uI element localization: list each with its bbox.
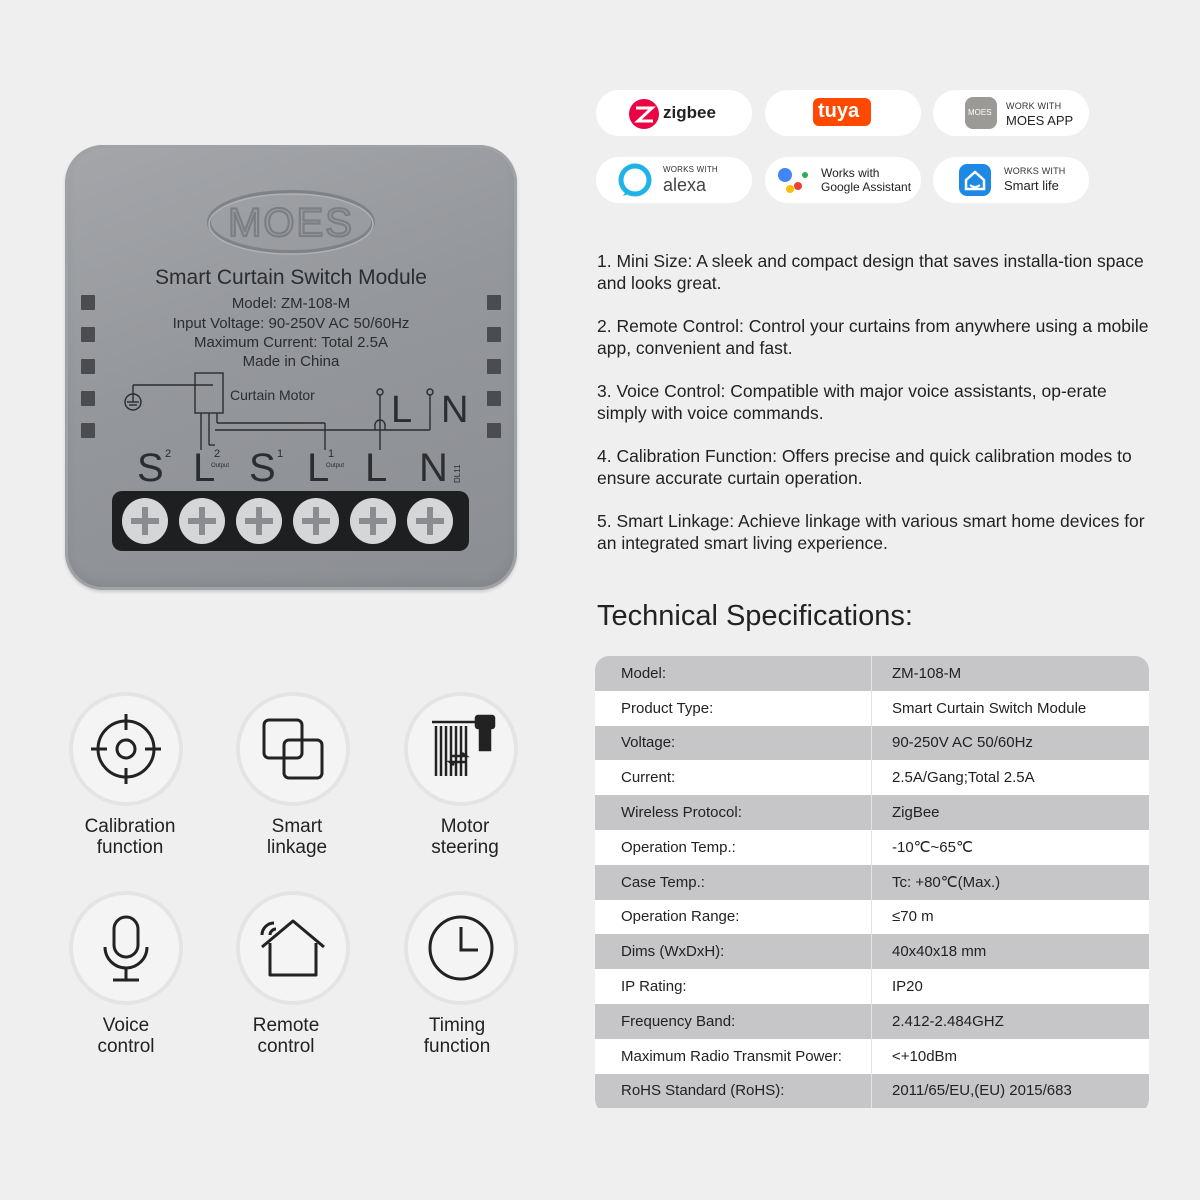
device-origin: Made in China <box>242 353 340 370</box>
remote-feature <box>240 895 346 1001</box>
svg-text:S: S <box>137 446 164 490</box>
svg-text:S: S <box>249 446 276 490</box>
microphone-icon <box>73 895 179 1001</box>
calibration-feature <box>73 696 179 802</box>
svg-text:2: 2 <box>165 448 172 460</box>
crosshair-icon <box>73 696 179 802</box>
spec-value: <+10dBm <box>892 1047 958 1065</box>
remote-home-icon <box>240 895 346 1001</box>
device-current: Maximum Current: Total 2.5A <box>194 334 388 351</box>
spec-key: Case Temp.: <box>595 865 872 900</box>
spec-value: 2011/65/EU,(EU) 2015/683 <box>892 1082 1072 1100</box>
google-assistant-icon <box>775 164 811 196</box>
spec-value: Tc: +80℃(Max.) <box>892 874 1001 892</box>
svg-text:L: L <box>391 389 413 431</box>
spec-key: RoHS Standard (RoHS): <box>595 1074 872 1109</box>
terminal-labels <box>127 441 477 491</box>
icon-label: Remote control <box>252 1015 320 1057</box>
table-row <box>595 830 1149 865</box>
alexa-badge: WORKS WITH alexa <box>596 157 752 203</box>
feature-item: 3. Voice Control: Compatible with major voice assistants, op-erate simply with voice commands. <box>597 381 1107 423</box>
screw-terminal <box>293 498 339 544</box>
voice-feature <box>73 895 179 1001</box>
table-row <box>595 1039 1149 1074</box>
smart-life-icon <box>958 163 992 197</box>
zigbee-icon <box>628 98 660 130</box>
table-row <box>595 1074 1149 1109</box>
screw-terminal <box>122 498 168 544</box>
svg-text:2: 2 <box>214 448 221 460</box>
screw-terminal <box>350 498 396 544</box>
table-row <box>595 865 1149 900</box>
spec-key: Current: <box>595 760 872 795</box>
svg-text:L: L <box>365 446 388 490</box>
right-vents <box>487 295 501 455</box>
svg-text:Output: Output <box>326 463 345 469</box>
screw-terminal <box>179 498 225 544</box>
table-row <box>595 760 1149 795</box>
clock-icon <box>408 895 514 1001</box>
google-assistant-badge: Works with Google Assistant <box>765 157 921 203</box>
alexa-icon <box>618 163 652 197</box>
svg-text:MOES: MOES <box>228 201 354 245</box>
svg-text:1: 1 <box>328 448 335 460</box>
motor-curtain-icon <box>408 696 514 802</box>
spec-title: Technical Specifications: <box>597 600 913 632</box>
svg-text:L: L <box>193 446 216 490</box>
svg-text:Curtain Motor: Curtain Motor <box>230 387 315 403</box>
spec-value: Smart Curtain Switch Module <box>892 699 1087 717</box>
table-row <box>595 656 1149 691</box>
icon-label: Voice control <box>97 1015 155 1057</box>
smart-life-badge: WORKS WITH Smart life <box>933 157 1089 203</box>
icon-label: Calibration function <box>84 816 176 858</box>
spec-key: Maximum Radio Transmit Power: <box>595 1039 872 1074</box>
svg-text:N: N <box>441 389 469 431</box>
spec-key: Operation Range: <box>595 900 872 935</box>
spec-value: 40x40x18 mm <box>892 943 987 961</box>
icon-label: Timing function <box>423 1015 491 1057</box>
table-row <box>595 1004 1149 1039</box>
table-row <box>595 726 1149 761</box>
table-row <box>595 900 1149 935</box>
linkage-icon <box>240 696 346 802</box>
moes-logo <box>206 187 376 257</box>
spec-value: 2.412-2.484GHZ <box>892 1012 1004 1030</box>
linkage-feature <box>240 696 346 802</box>
svg-text:N: N <box>419 446 448 490</box>
table-row <box>595 795 1149 830</box>
spec-key: Operation Temp.: <box>595 830 872 865</box>
spec-value: ZM-108-M <box>892 664 962 682</box>
moes-app-badge: MOES WORK WITH MOES APP <box>933 90 1089 136</box>
icon-label: Motor steering <box>431 816 499 858</box>
timing-feature <box>408 895 514 1001</box>
spec-value: -10℃~65℃ <box>892 839 973 857</box>
screw-terminal <box>236 498 282 544</box>
left-vents <box>81 295 95 455</box>
table-row <box>595 934 1149 969</box>
feature-item: 5. Smart Linkage: Achieve linkage with various smart home devices for an integrated smart living experience. <box>597 511 1145 553</box>
spec-value: 2.5A/Gang;Total 2.5A <box>892 769 1035 787</box>
svg-text:1: 1 <box>277 448 284 460</box>
spec-key: Wireless Protocol: <box>595 795 872 830</box>
device-model: Model: ZM-108-M <box>231 295 351 312</box>
svg-text:DL11: DL11 <box>453 464 462 483</box>
table-row <box>595 969 1149 1004</box>
icon-label: Smart linkage <box>266 816 328 858</box>
spec-value: ≤70 m <box>892 908 934 926</box>
table-row <box>595 691 1149 726</box>
device-voltage: Input Voltage: 90-250V AC 50/60Hz <box>172 315 410 332</box>
device-image <box>65 145 517 590</box>
feature-item: 4. Calibration Function: Offers precise and quick calibration modes to ensure accurate curtain operation. <box>597 446 1132 488</box>
spec-key: Dims (WxDxH): <box>595 934 872 969</box>
zigbee-badge: zigbee <box>596 90 752 136</box>
tuya-logo: tuya <box>813 98 871 126</box>
screw-terminal <box>407 498 453 544</box>
feature-item: 1. Mini Size: A sleek and compact design that saves installa-tion space and looks great. <box>597 251 1144 293</box>
spec-value: ZigBee <box>892 804 940 822</box>
spec-key: Model: <box>595 656 872 691</box>
feature-item: 2. Remote Control: Control your curtains from anywhere using a mobile app, convenient and fast. <box>597 316 1149 358</box>
moes-app-icon: MOES <box>965 97 997 129</box>
tuya-badge <box>765 90 921 136</box>
svg-text:L: L <box>307 446 330 490</box>
feature-list <box>597 250 1157 575</box>
terminal-block <box>112 491 469 551</box>
spec-value: IP20 <box>892 978 923 996</box>
spec-key: Product Type: <box>595 691 872 726</box>
device-title: Smart Curtain Switch Module <box>155 266 427 289</box>
spec-value: 90-250V AC 50/60Hz <box>892 734 1033 752</box>
spec-key: Frequency Band: <box>595 1004 872 1039</box>
svg-text:Output: Output <box>211 463 230 469</box>
spec-key: IP Rating: <box>595 969 872 1004</box>
spec-table <box>595 656 1149 1113</box>
spec-key: Voltage: <box>595 726 872 761</box>
motor-feature <box>408 696 514 802</box>
